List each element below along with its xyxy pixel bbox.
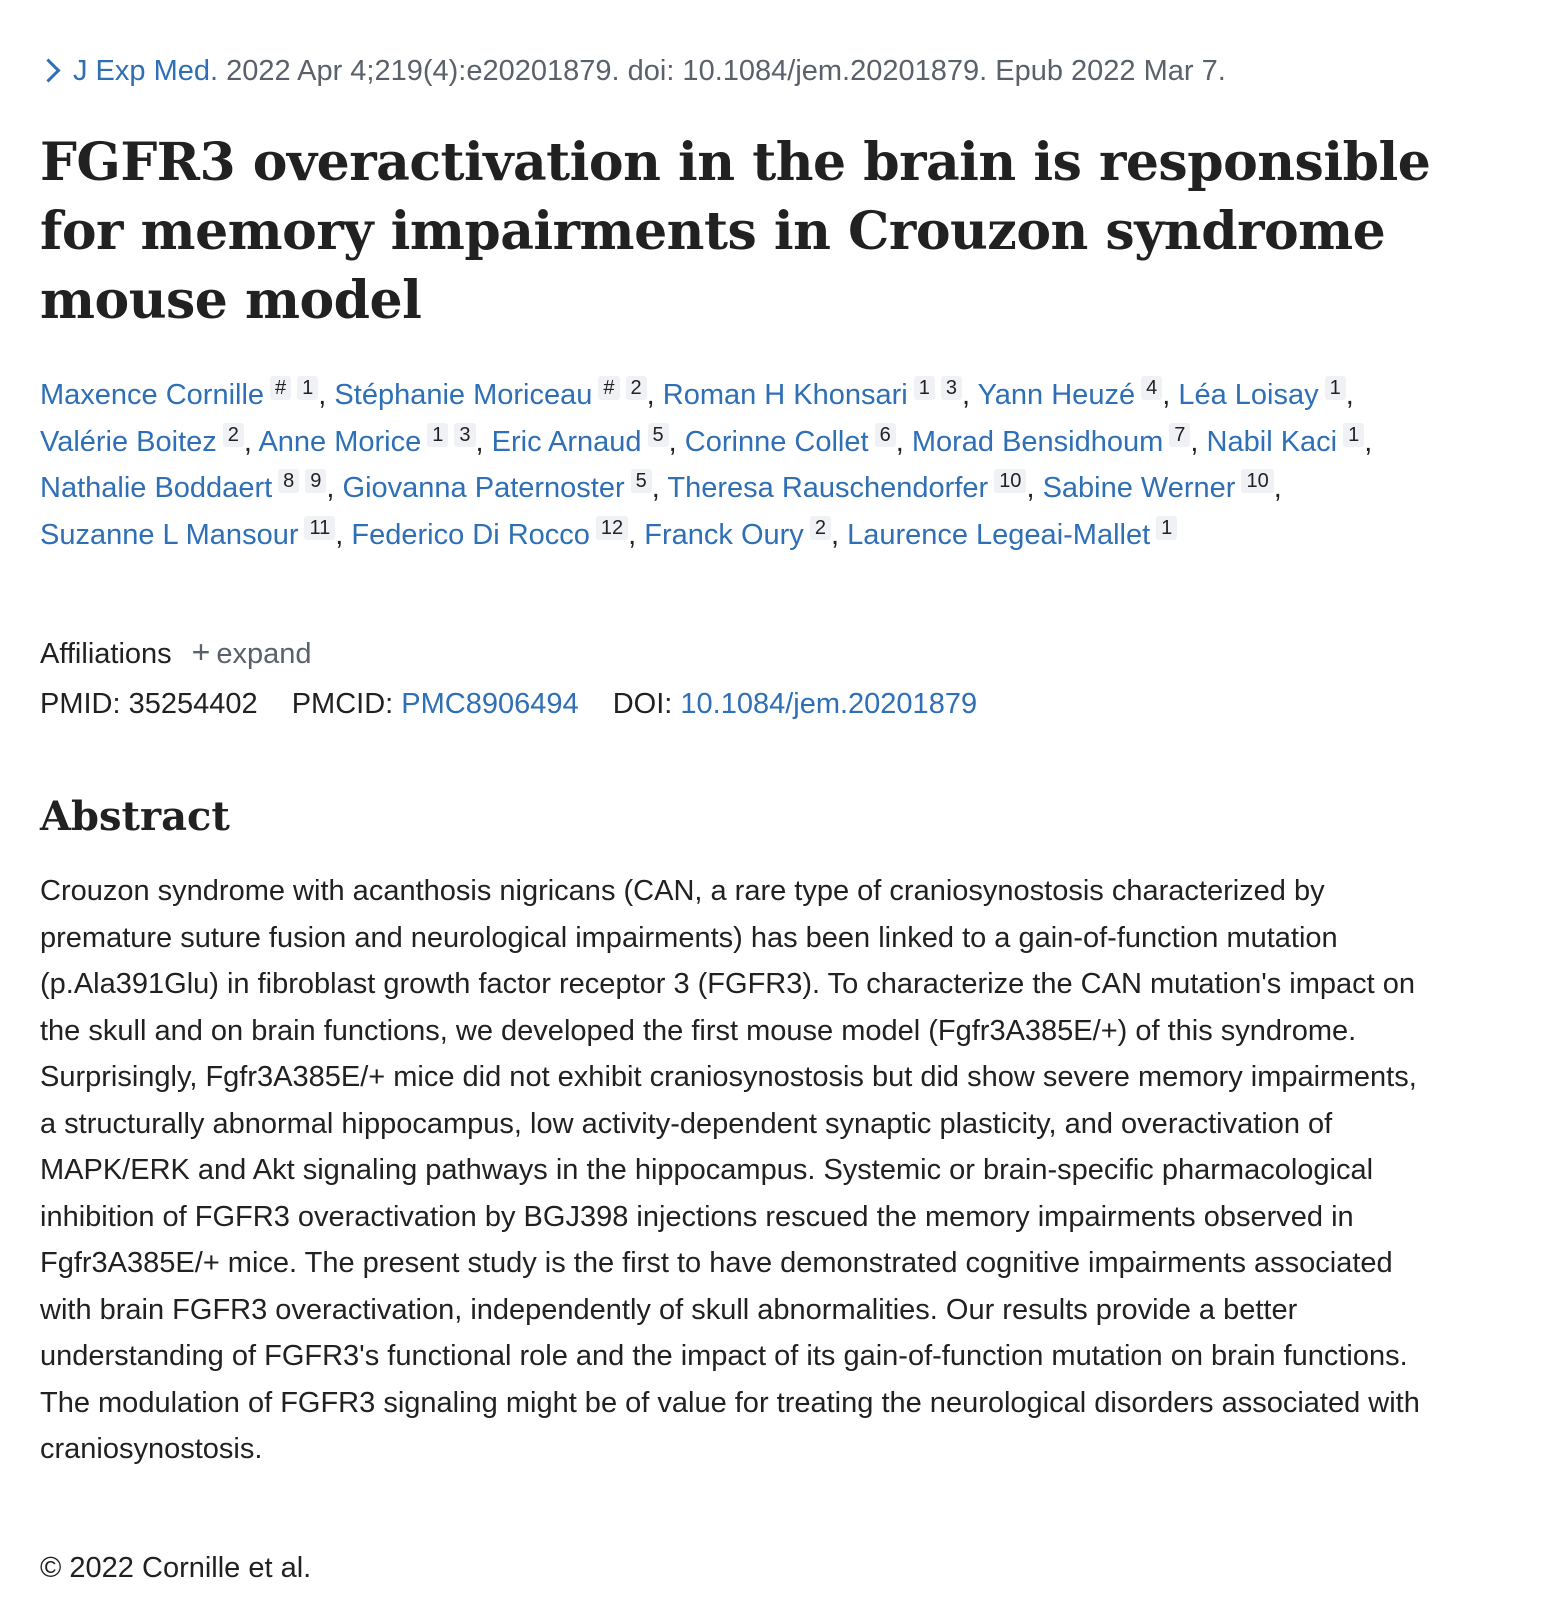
affiliation-superscript[interactable]: 1 <box>914 376 935 400</box>
author-link[interactable]: Eric Arnaud <box>491 425 642 458</box>
affiliation-superscript[interactable]: 1 <box>427 423 448 447</box>
affiliation-superscript[interactable]: 2 <box>810 516 831 540</box>
author-link[interactable]: Laurence Legeai-Mallet <box>847 518 1151 551</box>
expand-affiliations-button[interactable]: expand <box>216 638 312 670</box>
affiliation-superscript[interactable]: 2 <box>223 423 244 447</box>
author-link[interactable]: Valérie Boitez <box>40 425 217 458</box>
chevron-right-icon[interactable] <box>36 59 60 83</box>
author-item: Eric Arnaud 5 , <box>491 423 677 458</box>
doi-link[interactable]: 10.1084/jem.20201879 <box>680 688 978 720</box>
pmid-value: 35254402 <box>128 688 258 720</box>
pmid-label: PMID: <box>40 688 121 720</box>
author-item: Maxence Cornille # 1 , <box>40 377 327 411</box>
author-link[interactable]: Giovanna Paternoster <box>342 472 625 504</box>
author-link[interactable]: Suzanne L Mansour <box>40 518 299 551</box>
author-link[interactable]: Maxence Cornille <box>40 379 265 411</box>
affiliation-superscript[interactable]: 1 <box>297 376 318 400</box>
affiliation-superscript[interactable]: 4 <box>1141 376 1162 400</box>
affiliation-superscript[interactable]: # <box>598 376 619 400</box>
plus-icon[interactable]: + <box>191 634 211 670</box>
author-item: Roman H Khonsari 1 3 , <box>662 377 971 411</box>
citation-line <box>40 52 1226 90</box>
author-link[interactable]: Franck Oury <box>644 518 804 551</box>
author-item: Nabil Kaci 1 , <box>1206 423 1373 458</box>
author-item <box>847 516 1177 551</box>
author-link[interactable]: Nabil Kaci <box>1206 425 1338 458</box>
author-item: Yann Heuzé 4 , <box>977 377 1171 411</box>
author-item: Franck Oury 2 , <box>644 516 839 551</box>
affiliation-superscript[interactable]: 1 <box>1343 423 1364 447</box>
affiliation-superscript[interactable]: 10 <box>994 469 1026 493</box>
identifiers-row <box>40 684 977 724</box>
author-item: Valérie Boitez 2 , <box>40 423 252 458</box>
affiliation-superscript[interactable]: 1 <box>1325 376 1346 400</box>
journal-link[interactable]: J Exp Med. <box>73 55 219 87</box>
author-item: Morad Bensidhoum 7 , <box>911 423 1199 458</box>
author-item: Léa Loisay 1 , <box>1178 377 1354 411</box>
affiliation-superscript[interactable]: 7 <box>1169 423 1190 447</box>
affiliation-superscript[interactable]: 6 <box>875 423 896 447</box>
affiliation-superscript[interactable]: 11 <box>304 516 335 540</box>
author-item: Suzanne L Mansour 11 , <box>40 516 344 551</box>
affiliations-label: Affiliations <box>40 638 172 670</box>
author-link[interactable]: Roman H Khonsari <box>662 379 908 411</box>
affiliation-superscript[interactable]: 10 <box>1241 469 1273 493</box>
author-item: Anne Morice 1 3 , <box>258 423 484 458</box>
affiliation-superscript[interactable]: # <box>270 376 291 400</box>
author-link[interactable]: Corinne Collet <box>684 425 869 458</box>
author-item: Federico Di Rocco 12 , <box>351 516 637 551</box>
affiliation-superscript[interactable]: 2 <box>626 376 647 400</box>
affiliations-row <box>40 632 312 674</box>
author-link[interactable]: Léa Loisay <box>1178 379 1319 411</box>
affiliation-superscript[interactable]: 5 <box>631 469 652 493</box>
author-link[interactable]: Anne Morice <box>258 425 422 458</box>
article-title: FGFR3 overactivation in the brain is responsible for memory impairments in Crouzon syndrome mouse model <box>40 132 1431 331</box>
doi-label: DOI: <box>612 688 673 720</box>
affiliation-superscript[interactable]: 5 <box>648 423 669 447</box>
author-link[interactable]: Nathalie Boddaert <box>40 472 273 504</box>
author-item: Giovanna Paternoster 5 , <box>342 470 660 504</box>
author-link[interactable]: Morad Bensidhoum <box>911 425 1164 458</box>
author-link[interactable]: Stéphanie Moriceau <box>334 379 593 411</box>
author-item: Stéphanie Moriceau # 2 , <box>334 377 655 411</box>
pmcid-label: PMCID: <box>291 688 394 720</box>
author-link[interactable]: Theresa Rauschendorfer <box>667 472 989 504</box>
author-list <box>40 372 1480 558</box>
abstract-text: Crouzon syndrome with acanthosis nigricans (CAN, a rare type of craniosynostosis characterized by premature suture fusion and neurological impairments) has been linked to a gain-of-function mutation (p.Ala391Glu) in fibroblast growth factor receptor 3 (FGFR3). To characterize the CAN mutation's impact on the skull and on brain functions, we developed the first mouse model (Fgfr3A385E/+) of this syndrome. Surprisingly, Fgfr3A385E/+ mice did not exhibit craniosynostosis but did show severe memory impairments, a structurally abnormal hippocampus, low activity-dependent synaptic plasticity, and overactivation of MAPK/ERK and Akt signaling pathways in the hippocampus. Systemic or brain-specific pharmacological inhibition of FGFR3 overactivation by BGJ398 injections rescued the memory impairments observed in Fgfr3A385E/+ mice. The present study is the first to have demonstrated cognitive impairments associated with brain FGFR3 overactivation, independently of skull abnormalities. Our results provide a better understanding of FGFR3's functional role and the impact of its gain-of-function mutation on brain functions. The modulation of FGFR3 signaling might be of value for treating the neurological disorders associated with craniosynostosis. <box>40 875 1420 1465</box>
author-item: Theresa Rauschendorfer 10 , <box>667 470 1035 504</box>
abstract-heading: Abstract <box>40 793 230 840</box>
author-item: Sabine Werner 10 , <box>1042 470 1282 504</box>
affiliation-superscript[interactable]: 12 <box>596 516 628 540</box>
author-link[interactable]: Sabine Werner <box>1042 472 1236 504</box>
affiliation-superscript[interactable]: 3 <box>454 423 475 447</box>
affiliation-superscript[interactable]: 3 <box>941 376 962 400</box>
affiliation-superscript[interactable]: 8 <box>278 469 299 493</box>
author-link[interactable]: Federico Di Rocco <box>351 518 590 551</box>
affiliation-superscript[interactable]: 1 <box>1156 516 1177 540</box>
copyright-notice: © 2022 Cornille et al. <box>40 1552 312 1584</box>
pmcid-link[interactable]: PMC8906494 <box>401 688 579 720</box>
author-item: Nathalie Boddaert 8 9 , <box>40 470 335 504</box>
author-link[interactable]: Yann Heuzé <box>977 379 1136 411</box>
affiliation-superscript[interactable]: 9 <box>305 469 326 493</box>
author-item: Corinne Collet 6 , <box>684 423 904 458</box>
citation-details: 2022 Apr 4;219(4):e20201879. doi: 10.1084/jem.20201879. Epub 2022 Mar 7. <box>226 55 1226 87</box>
